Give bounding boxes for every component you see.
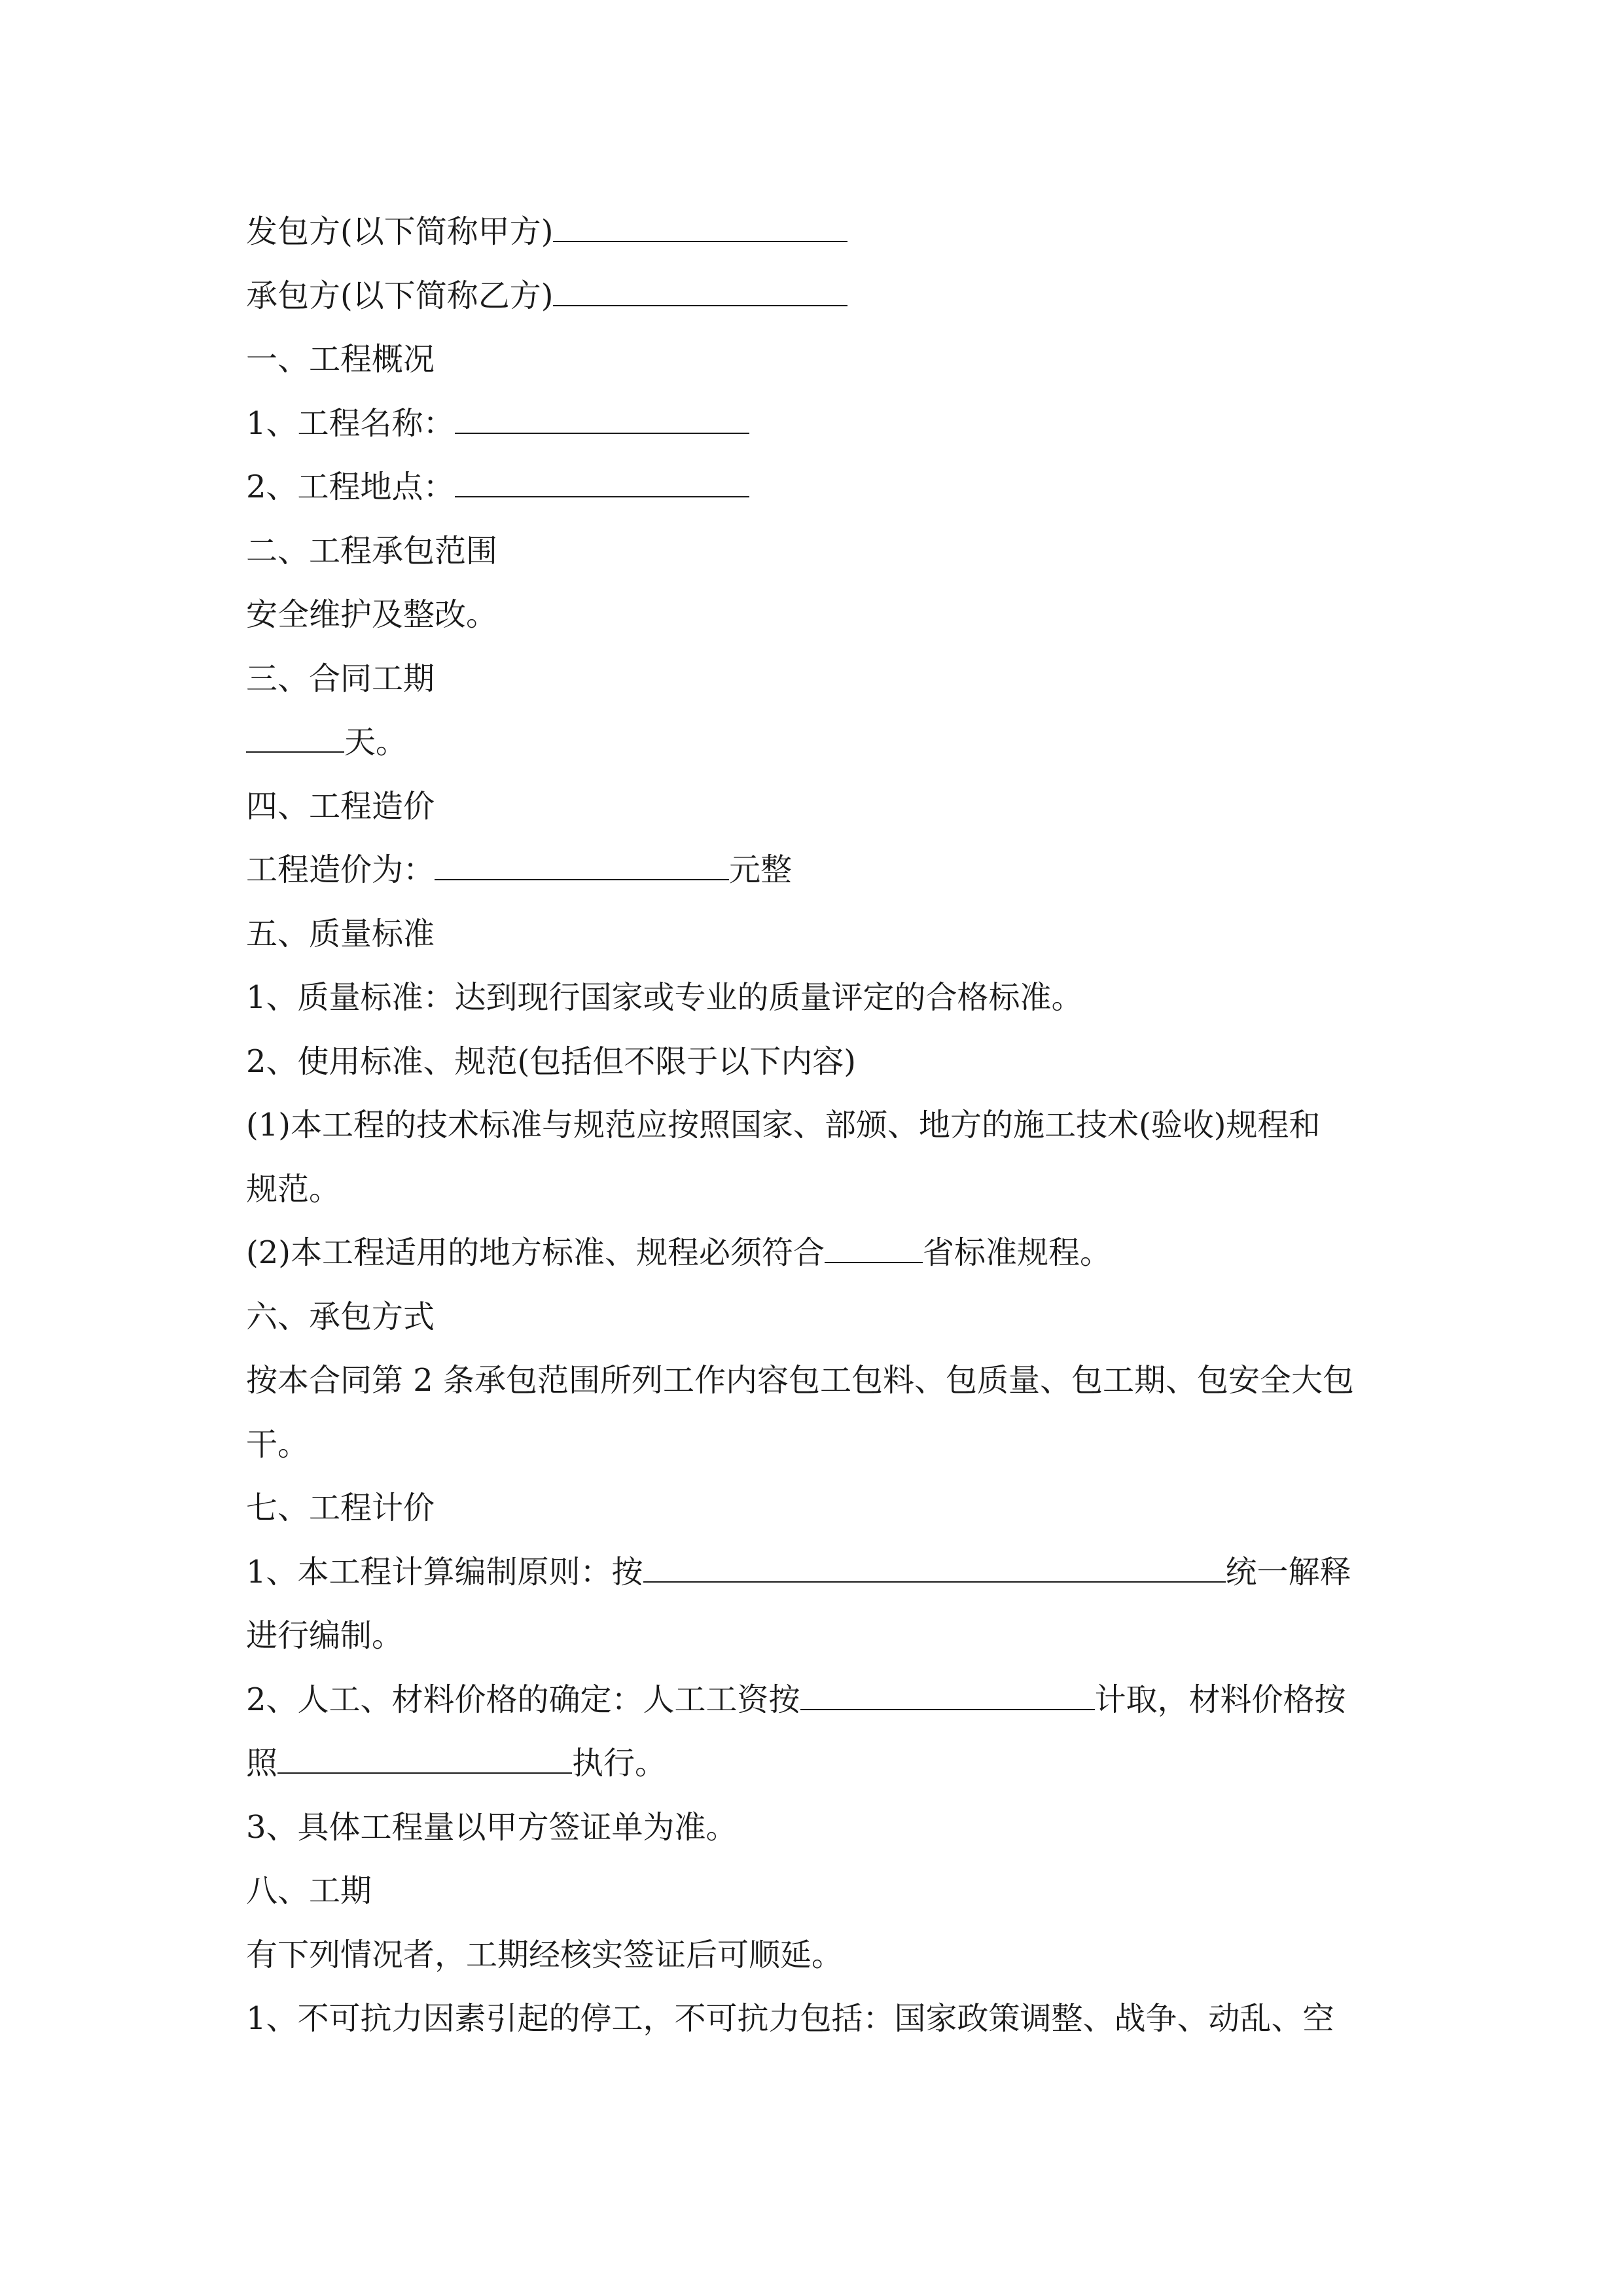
project-location-blank[interactable] bbox=[455, 462, 749, 497]
duration-days-blank[interactable] bbox=[246, 717, 344, 753]
section-6-body-line1: 按本合同第 2 条承包范围所列工作内容包工包料、包质量、包工期、包安全大包 bbox=[246, 1362, 1355, 1399]
contract-price-blank[interactable] bbox=[435, 845, 729, 880]
section-3-heading: 三、合同工期 bbox=[246, 660, 435, 697]
project-location-line bbox=[246, 456, 1378, 520]
material-price-blank[interactable] bbox=[277, 1738, 572, 1774]
section-8-heading: 八、工期 bbox=[246, 1873, 372, 1909]
party-b-blank[interactable] bbox=[553, 271, 847, 306]
pricing-principle-blank[interactable] bbox=[643, 1547, 1226, 1583]
section-6-body-line2: 干。 bbox=[246, 1426, 310, 1463]
labor-price-line bbox=[246, 1668, 1378, 1732]
contract-price-label: 工程造价为： bbox=[246, 852, 435, 888]
standards-sub2-suffix: 省标准规程。 bbox=[923, 1234, 1112, 1271]
standards-sub1-line1: (1)本工程的技术标准与规范应按照国家、部颁、地方的施工技术(验收)规程和 bbox=[246, 1107, 1321, 1143]
duration-days-unit: 天。 bbox=[344, 724, 408, 761]
pricing-principle-suffix: 统一解释 bbox=[1225, 1553, 1351, 1590]
standards-sub1-line2: 规范。 bbox=[246, 1170, 341, 1208]
standards-sub2-line bbox=[246, 1221, 1378, 1285]
labor-price-label: 2、人工、材料价格的确定：人工工资按 bbox=[246, 1681, 800, 1718]
labor-price-suffix: 计取，材料价格按 bbox=[1094, 1681, 1346, 1718]
quantity-basis-item: 3、具体工程量以甲方签证单为准。 bbox=[246, 1808, 738, 1846]
document-body bbox=[246, 200, 1378, 2051]
party-a-label: 发包方(以下简称甲方) bbox=[246, 213, 554, 250]
section-2-body: 安全维护及整改。 bbox=[246, 596, 498, 633]
party-b-label: 承包方(以下简称乙方) bbox=[246, 277, 554, 314]
labor-wage-blank[interactable] bbox=[800, 1675, 1095, 1710]
project-name-blank[interactable] bbox=[455, 399, 749, 434]
section-1-heading: 一、工程概况 bbox=[246, 341, 435, 378]
section-7-heading: 七、工程计价 bbox=[246, 1490, 435, 1526]
pricing-principle-line2: 进行编制。 bbox=[246, 1617, 404, 1654]
standards-sub2-label: (2)本工程适用的地方标准、规程必须符合 bbox=[246, 1234, 825, 1271]
section-2-heading: 二、工程承包范围 bbox=[246, 532, 498, 569]
force-majeure-item: 1、不可抗力因素引起的停工，不可抗力包括：国家政策调整、战争、动乱、空 bbox=[246, 2000, 1334, 2037]
party-a-blank[interactable] bbox=[553, 207, 847, 242]
section-3-body bbox=[246, 711, 1378, 775]
standards-item: 2、使用标准、规范(包括但不限于以下内容) bbox=[246, 1043, 856, 1080]
contract-price-unit: 元整 bbox=[729, 852, 793, 888]
material-price-suffix: 执行。 bbox=[572, 1745, 667, 1782]
section-5-heading: 五、质量标准 bbox=[246, 915, 435, 952]
section-8-body: 有下列情况者，工期经核实签证后可顺延。 bbox=[246, 1936, 844, 1973]
material-price-prefix: 照 bbox=[246, 1745, 278, 1782]
pricing-principle-line bbox=[246, 1541, 1378, 1605]
material-price-line bbox=[246, 1732, 1378, 1796]
section-4-heading: 四、工程造价 bbox=[246, 787, 435, 825]
province-blank[interactable] bbox=[825, 1228, 923, 1263]
pricing-principle-label: 1、本工程计算编制原则：按 bbox=[246, 1553, 643, 1590]
section-4-body bbox=[246, 838, 1378, 903]
quality-standard-item: 1、质量标准：达到现行国家或专业的质量评定的合格标准。 bbox=[246, 979, 1083, 1016]
project-name-label: 1、工程名称： bbox=[246, 404, 455, 442]
party-a-line bbox=[246, 200, 1378, 264]
project-name-line bbox=[246, 392, 1378, 456]
section-6-heading: 六、承包方式 bbox=[246, 1298, 435, 1335]
project-location-label: 2、工程地点： bbox=[246, 469, 455, 505]
party-b-line bbox=[246, 264, 1378, 329]
